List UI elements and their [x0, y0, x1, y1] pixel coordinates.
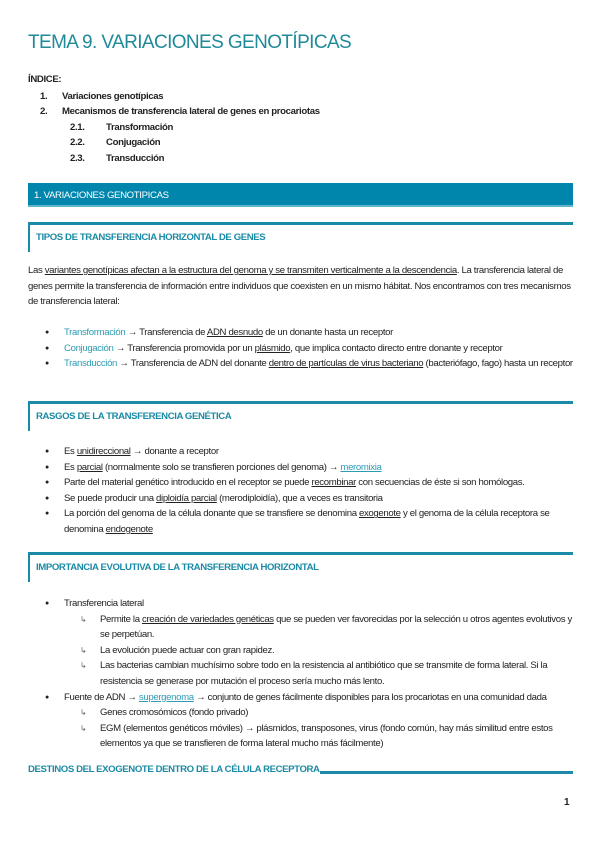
list-item — [28, 356, 573, 372]
index-item[interactable] — [28, 89, 573, 105]
text: Es — [64, 446, 77, 457]
index-text: Variaciones genotípicas — [62, 90, 164, 102]
bullet-list — [28, 444, 573, 538]
index-item[interactable] — [28, 151, 573, 167]
list-item — [28, 460, 573, 476]
underlined-text: exogenote — [359, 508, 401, 520]
text: → Transferencia de — [125, 327, 207, 338]
text: Se puede producir una — [64, 492, 157, 504]
text: . La transferencia lateral de genes permite la transferencia de información entre individuos que coexisten en un mismo hábitat. Nos encontramos con tres mecanismos de transferencia lateral: — [28, 265, 571, 308]
list-item — [28, 444, 573, 460]
list-item — [28, 506, 573, 537]
index-number: 1. — [40, 90, 48, 102]
underlined-text: recombinar — [311, 477, 356, 489]
index-text: Transformación — [106, 121, 174, 133]
document-title: TEMA 9. VARIACIONES GENOTÍPICAS — [28, 32, 352, 53]
term: Transformación — [64, 327, 126, 338]
sub-list-item: ↳ EGM (elementos genéticos móviles) → plásmidos, transposones, virus (fondo común, hay más similitud entre estos elementos ya que se transfieren de forma lateral mucho más fácilmente) — [28, 721, 573, 752]
sub-list-item — [28, 612, 573, 643]
text: Parte del material genético introducido en el receptor se puede — [64, 477, 312, 489]
index-text: Mecanismos de transferencia lateral de genes en procariotas — [62, 106, 320, 118]
text: , que implica contacto directo entre donante y receptor — [290, 342, 503, 354]
text: (normalmente solo se transfieren porciones del genoma) → — [102, 461, 341, 473]
underlined-text: ADN desnudo — [206, 327, 263, 338]
list-item — [28, 325, 573, 341]
text: → donante a receptor — [130, 446, 219, 457]
text: y el genoma de la célula receptora se denomina — [64, 508, 550, 535]
underlined-text: dentro de partículas de virus bacteriano — [268, 358, 424, 370]
text: → Transferencia promovida por un — [113, 342, 255, 354]
text: Es — [64, 461, 77, 473]
heading-text: DESTINOS DEL EXOGENOTE DENTRO DE LA CÉLULA RECEPTORA — [28, 764, 320, 775]
text: de un donante hasta un receptor — [262, 327, 393, 338]
text: → conjunto de genes fácilmente disponibles para los procariotas en una comunidad dada — [193, 691, 547, 703]
index-text: Transducción — [106, 152, 165, 164]
underlined-text: endogenote — [105, 523, 153, 535]
term: Conjugación — [64, 342, 114, 354]
heading-rule — [320, 771, 573, 774]
index-item[interactable] — [28, 135, 573, 151]
text: Las — [28, 265, 45, 276]
underlined-text: variantes genotípicas afectan a la estructura del genoma y se transmiten verticalmente a la descendencia — [44, 265, 457, 276]
term: Transducción — [64, 358, 118, 370]
sub-list-item: ↳ Genes cromosómicos (fondo privado) — [28, 705, 573, 721]
list-item — [28, 475, 573, 491]
bullet-list — [28, 325, 573, 372]
subsection-heading-underlined — [28, 764, 573, 775]
paragraph — [28, 263, 573, 310]
underlined-text: unidireccional — [76, 446, 131, 457]
section-banner: 1. VARIACIONES GENOTIPICAS — [28, 183, 573, 207]
underlined-text: creación de variedades genéticas — [142, 613, 274, 625]
meromixia-link[interactable]: meromixia — [340, 461, 382, 473]
sub-list-item: ↳ La evolución puede actuar con gran rapidez. — [28, 643, 573, 659]
text: que se pueden ver favorecidas por la selección u otros agentes evolutivos y se perpetúan. — [100, 613, 572, 641]
underlined-text: plásmido — [254, 342, 291, 354]
list-item: ● Transferencia lateral — [28, 596, 573, 612]
text: → Transferencia de ADN del donante — [117, 358, 269, 370]
text: La porción del genoma de la célula donante que se transfiere se denomina — [64, 508, 359, 520]
list-item — [28, 341, 573, 357]
subsection-heading: RASGOS DE LA TRANSFERENCIA GENÉTICA — [28, 401, 573, 431]
sub-list-item: ↳ Las bacterias cambian muchísimo sobre todo en la resistencia al antibiótico que se transmite de forma lateral. Si la resistencia se generase por mutación el proceso sería mucho más lento. — [28, 658, 573, 689]
underlined-text: parcial — [76, 461, 103, 473]
table-of-contents — [28, 72, 573, 167]
index-item[interactable] — [28, 104, 573, 120]
text: Fuente de ADN → — [64, 691, 139, 703]
index-number: 2.1. — [70, 121, 85, 133]
index-text: Conjugación — [106, 137, 161, 149]
bullet-list — [28, 596, 573, 752]
subsection-heading: TIPOS DE TRANSFERENCIA HORIZONTAL DE GENES — [28, 222, 573, 252]
text: Permite la — [100, 613, 143, 625]
index-number: 2. — [40, 106, 48, 118]
underlined-text: diploidía parcial — [156, 492, 217, 504]
index-number: 2.2. — [70, 137, 85, 149]
index-item[interactable] — [28, 120, 573, 136]
index-number: 2.3. — [70, 152, 85, 164]
text: (bacteriófago, fago) hasta un receptor — [423, 358, 573, 370]
text: (merodiploidía), que a veces es transitoria — [216, 492, 383, 504]
index-label: ÍNDICE: — [28, 74, 62, 85]
supergenoma-link[interactable]: supergenoma — [138, 691, 194, 703]
page-number: 1 — [564, 797, 570, 808]
subsection-heading: IMPORTANCIA EVOLUTIVA DE LA TRANSFERENCIA HORIZONTAL — [28, 552, 573, 582]
text: con secuencias de éste si son homólogas. — [355, 477, 525, 489]
list-item — [28, 690, 573, 706]
list-item — [28, 491, 573, 507]
